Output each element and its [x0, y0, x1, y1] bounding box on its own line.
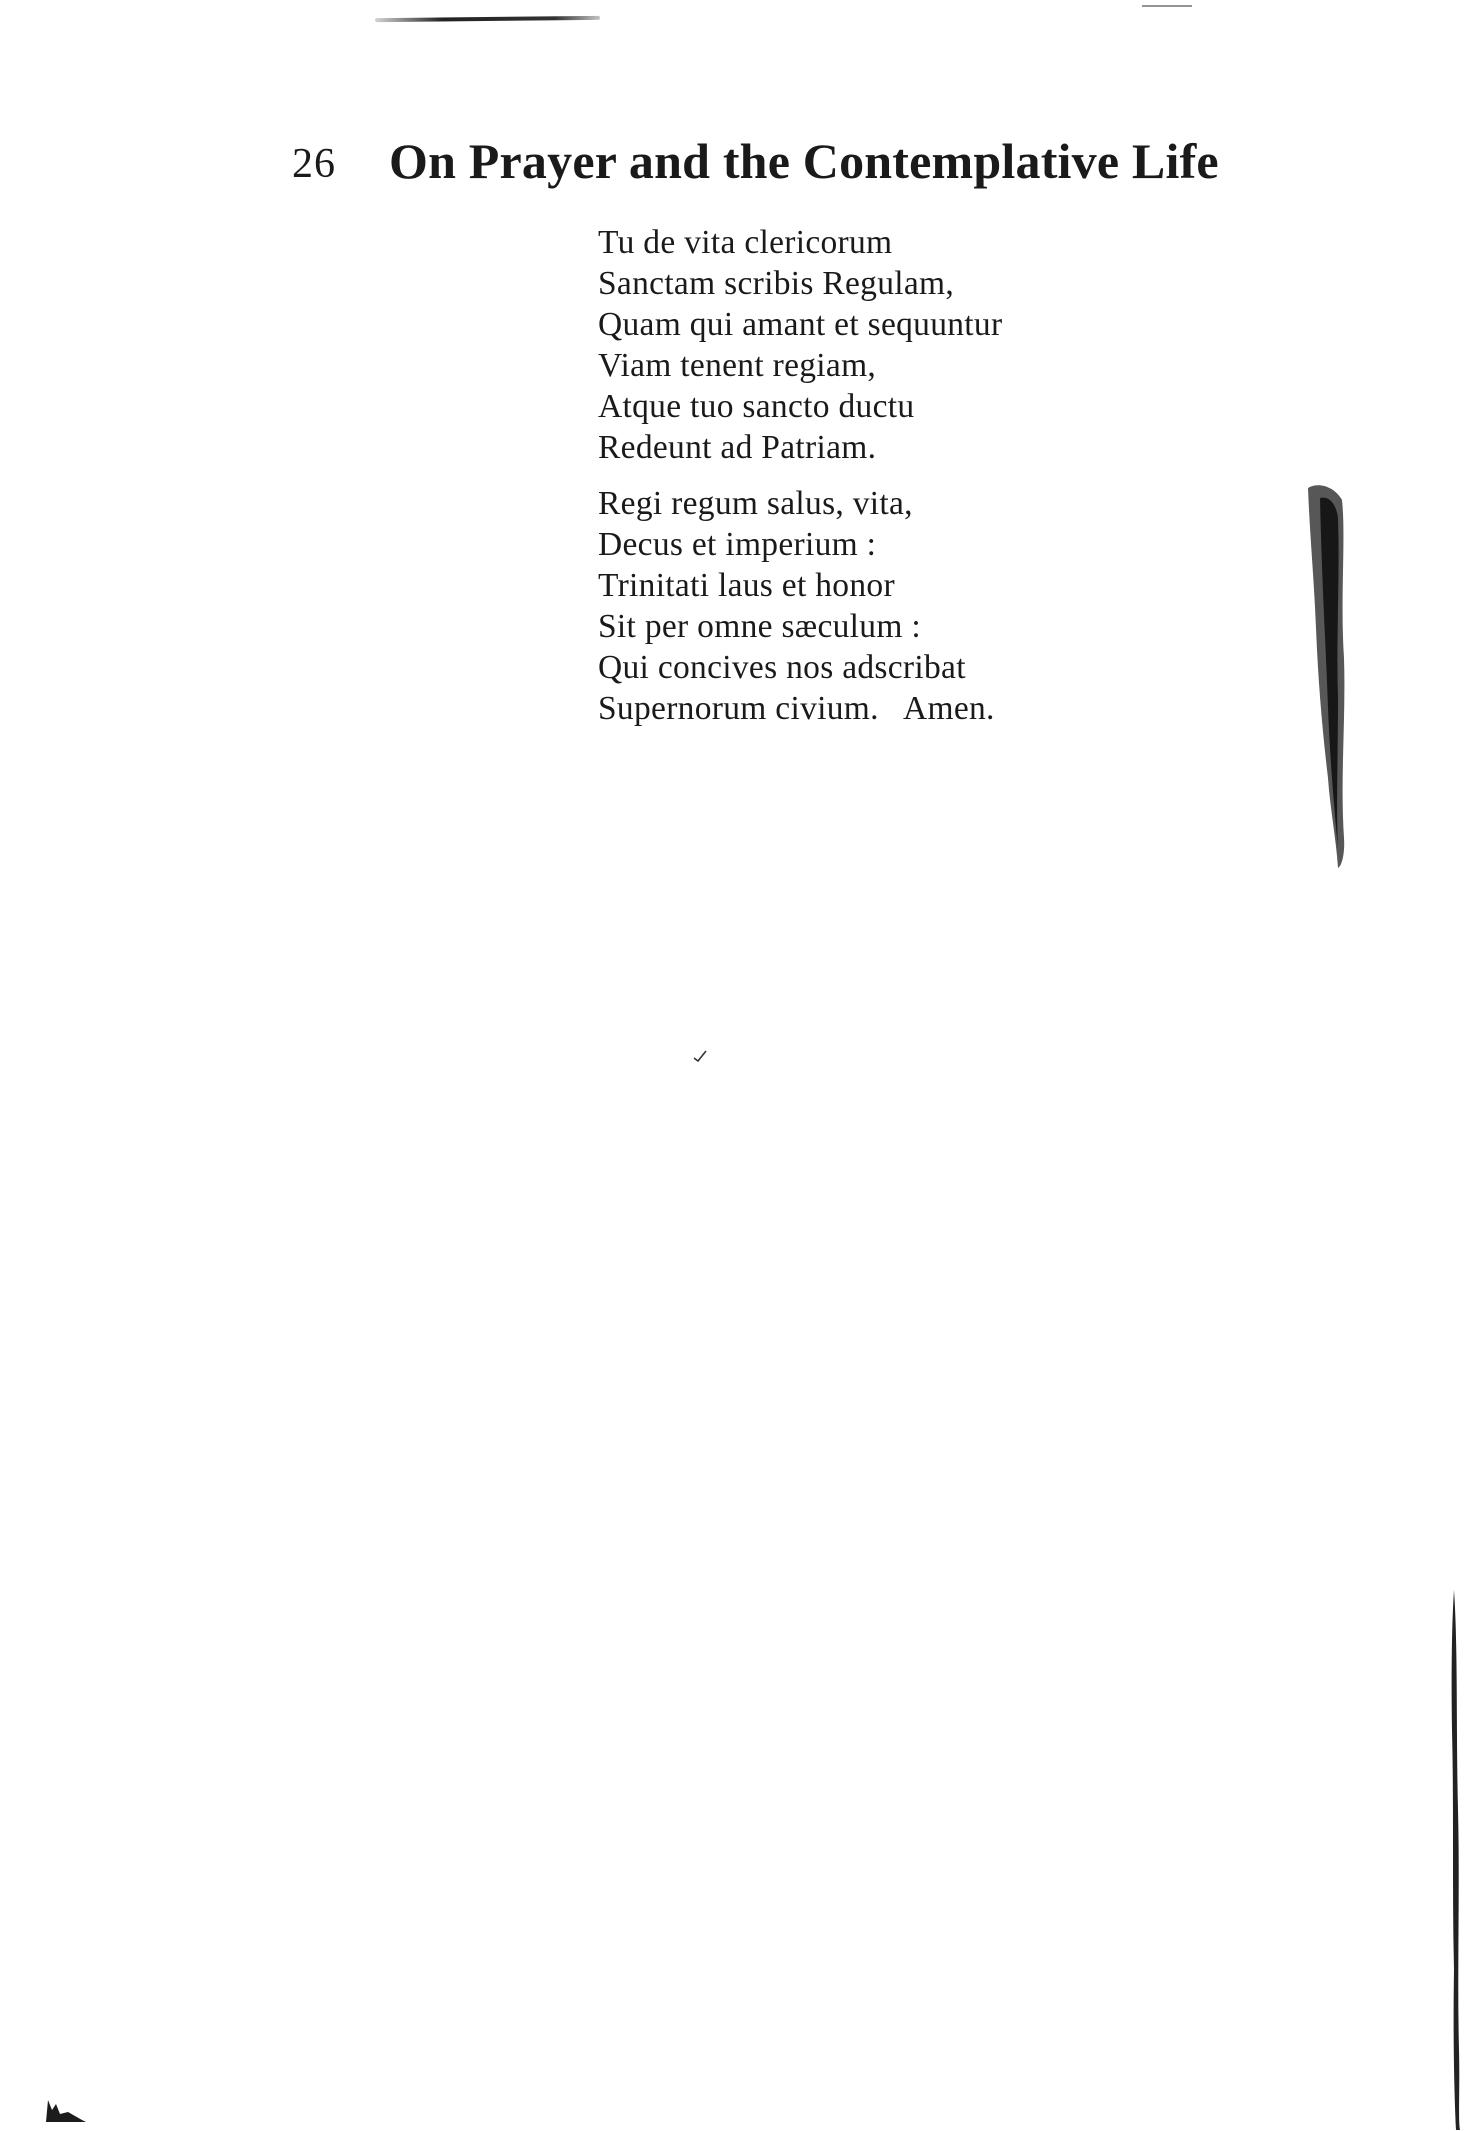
poem-line: Redeunt ad Patriam. [598, 429, 877, 466]
poem-line: Sanctam scribis Regulam, [598, 265, 955, 302]
poem-line: Qui concives nos adscribat [598, 649, 966, 686]
poem-stanza [598, 222, 1002, 468]
page-title: On Prayer and the Contemplative Life [389, 133, 1219, 189]
poem-stanza [598, 483, 1002, 729]
poem-line: Atque tuo sancto ductu [598, 388, 915, 425]
poem-line: Tu de vita clericorum [598, 224, 893, 261]
poem-line: Trinitati laus et honor [598, 567, 895, 604]
scan-corner-mark [42, 2092, 90, 2124]
scan-stray-mark [693, 1050, 707, 1062]
poem-line: Quam qui amant et sequuntur [598, 306, 1003, 343]
scan-smudge-mark [1142, 5, 1192, 7]
scan-edge-shadow [1448, 1590, 1464, 2130]
poem-line: Viam tenent regiam, [598, 347, 877, 384]
poem-line: Decus et imperium : [598, 526, 877, 563]
poem-line: Sit per omne sæculum : [598, 608, 921, 645]
poem [598, 222, 1002, 744]
page-number: 26 [292, 141, 336, 187]
scan-smudge-mark [375, 16, 600, 22]
poem-line: Supernorum civium. Amen. [598, 690, 995, 727]
poem-line: Regi regum salus, vita, [598, 485, 913, 522]
scan-bleed-mark [1300, 478, 1360, 870]
